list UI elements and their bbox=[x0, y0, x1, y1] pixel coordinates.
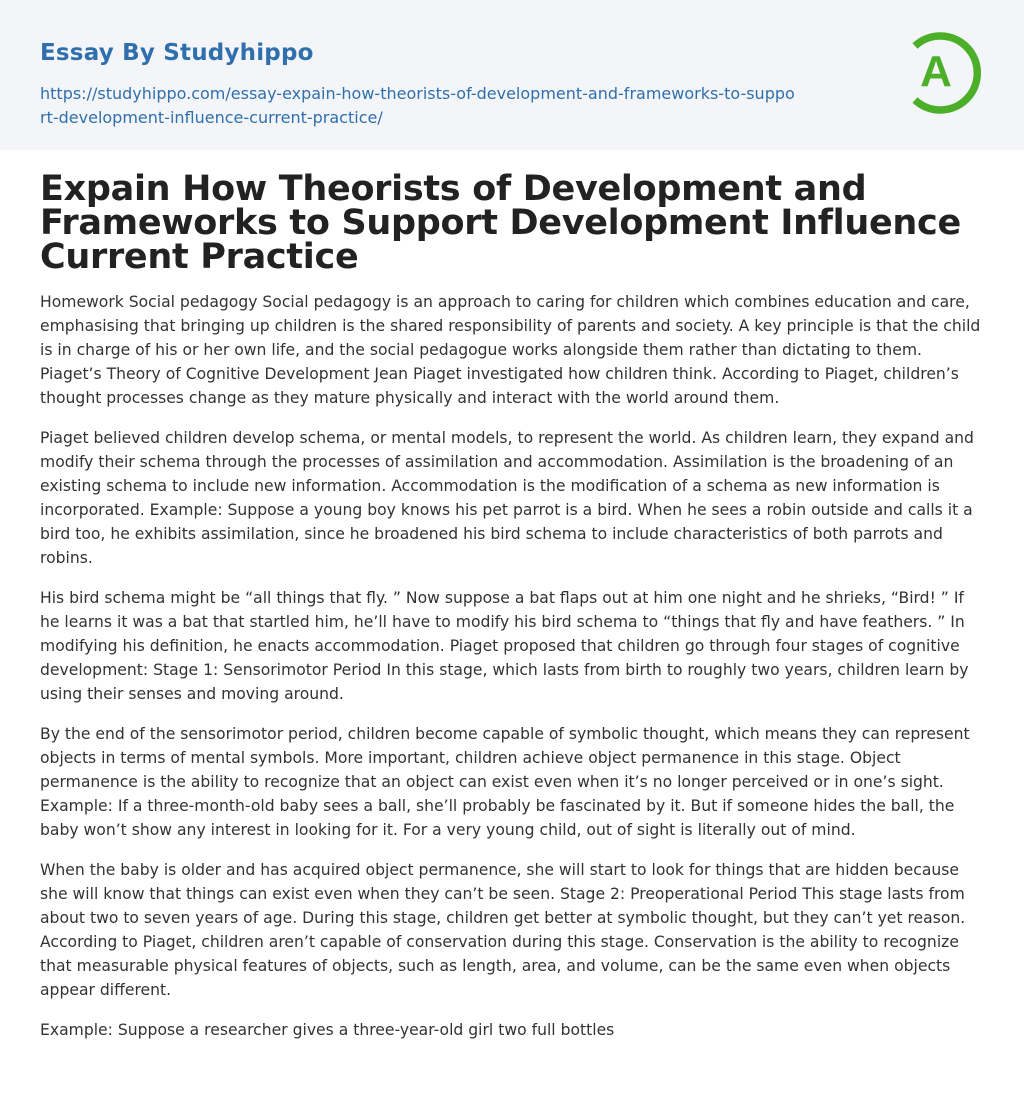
essay-paragraph: His bird schema might be “all things that fly. ” Now suppose a bat flaps out at him one night and he shrieks, “Bird! ” If he learns it was a bat that startled him, he’ll have to modify his bird schema to “things that fly and have feathers. ” In modifying his definition, he enacts accommodation. Piaget proposed that children go through four stages of cognitive development: Stage 1: Sensorimotor Period In this stage, which lasts from birth to roughly two years, children learn by using their senses and moving around. bbox=[40, 589, 969, 703]
essay-title: Expain How Theorists of Development and Frameworks to Support Development Influence Current Practice bbox=[40, 169, 961, 277]
essay-paragraph: By the end of the sensorimotor period, children become capable of symbolic thought, which means they can represent objects in terms of mental symbols. More important, children achieve object permanence in this stage. Object permanence is the ability to recognize that an object can exist even when it’s no longer perceived or in one’s sight. Example: If a three-month-old baby sees a ball, she’ll probably be fascinated by it. But if someone hides the ball, the baby won’t show any interest in looking for it. For a very young child, out of sight is literally out of mind. bbox=[40, 725, 970, 839]
essay-paragraph: Example: Suppose a researcher gives a three-year-old girl two full bottles bbox=[40, 1021, 615, 1039]
essay-paragraph: When the baby is older and has acquired object permanence, she will start to look for things that are hidden because she will know that things can exist even when they can’t be seen. Stage 2: Preoperational Period This stage lasts from about two to seven years of age. During this stage, children get better at symbolic thought, but they can’t yet reason. According to Piaget, children aren’t capable of conservation during this stage. Conservation is the ability to recognize that measurable physical features of objects, such as length, area, and volume, can be the same even when objects appear different. bbox=[40, 861, 966, 999]
source-url-link[interactable]: https://studyhippo.com/essay-expain-how-theorists-of-development-and-frameworks-to-support-development-influence-current-practice/ bbox=[40, 84, 795, 127]
circle-a-logo-icon[interactable] bbox=[896, 28, 986, 118]
essay-content bbox=[0, 150, 1024, 1042]
site-header bbox=[0, 0, 1024, 150]
essay-paragraph: Homework Social pedagogy Social pedagogy is an approach to caring for children which combines education and care, emphasising that bringing up children is the shared responsibility of parents and society. A key principle is that the child is in charge of his or her own life, and the social pedagogue works alongside them rather than dictating to them. Piaget’s Theory of Cognitive Development Jean Piaget investigated how children think. According to Piaget, children’s thought processes change as they mature physically and interact with the world around them. bbox=[40, 293, 981, 407]
site-title: Essay By Studyhippo bbox=[40, 40, 314, 66]
essay-paragraph: Piaget believed children develop schema, or mental models, to represent the world. As children learn, they expand and modify their schema through the processes of assimilation and accommodation. Assimilation is the broadening of an existing schema to include new information. Accommodation is the modification of a schema as new information is incorporated. Example: Suppose a young boy knows his pet parrot is a bird. When he sees a robin outside and calls it a bird too, he exhibits assimilation, since he broadened his bird schema to include characteristics of both parrots and robins. bbox=[40, 429, 974, 567]
logo-letter: A bbox=[920, 47, 952, 96]
